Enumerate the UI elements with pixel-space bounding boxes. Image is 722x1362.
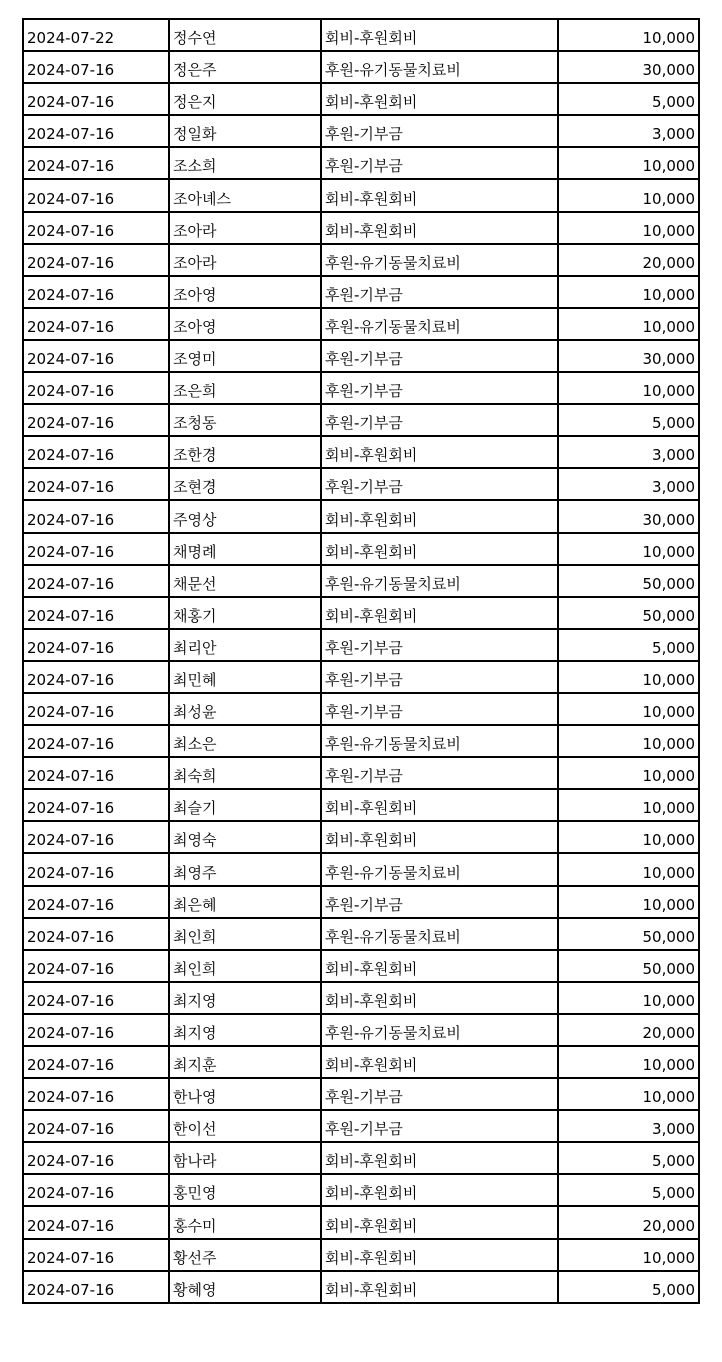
- table-row: [23, 789, 699, 821]
- amount-cell: 5,000: [558, 83, 699, 115]
- category-cell: 회비-후원회비: [321, 533, 558, 565]
- name-cell: 정은지: [169, 83, 321, 115]
- date-cell: 2024-07-16: [23, 950, 169, 982]
- amount-cell: 5,000: [558, 404, 699, 436]
- date-cell: 2024-07-16: [23, 115, 169, 147]
- name-cell: 조아영: [169, 276, 321, 308]
- amount-cell: 30,000: [558, 340, 699, 372]
- category-cell: 후원-기부금: [321, 661, 558, 693]
- table-row: [23, 1206, 699, 1238]
- amount-cell: 10,000: [558, 276, 699, 308]
- amount-cell: 10,000: [558, 179, 699, 211]
- amount-cell: 5,000: [558, 1271, 699, 1303]
- name-cell: 조청동: [169, 404, 321, 436]
- amount-cell: 10,000: [558, 982, 699, 1014]
- category-cell: 후원-유기동물치료비: [321, 725, 558, 757]
- date-cell: 2024-07-16: [23, 918, 169, 950]
- date-cell: 2024-07-16: [23, 179, 169, 211]
- table-row: [23, 51, 699, 83]
- amount-cell: 10,000: [558, 19, 699, 51]
- amount-cell: 10,000: [558, 1239, 699, 1271]
- amount-cell: 10,000: [558, 1046, 699, 1078]
- name-cell: 조아영: [169, 308, 321, 340]
- table-row: [23, 661, 699, 693]
- amount-cell: 3,000: [558, 115, 699, 147]
- category-cell: 후원-기부금: [321, 340, 558, 372]
- category-cell: 후원-기부금: [321, 372, 558, 404]
- amount-cell: 10,000: [558, 1078, 699, 1110]
- name-cell: 최지영: [169, 982, 321, 1014]
- date-cell: 2024-07-16: [23, 853, 169, 885]
- donation-table: [22, 18, 700, 1304]
- date-cell: 2024-07-16: [23, 789, 169, 821]
- category-cell: 후원-유기동물치료비: [321, 918, 558, 950]
- name-cell: 최인희: [169, 918, 321, 950]
- amount-cell: 20,000: [558, 244, 699, 276]
- name-cell: 홍민영: [169, 1174, 321, 1206]
- amount-cell: 3,000: [558, 1110, 699, 1142]
- table-row: [23, 629, 699, 661]
- category-cell: 후원-기부금: [321, 276, 558, 308]
- date-cell: 2024-07-16: [23, 1174, 169, 1206]
- name-cell: 한이선: [169, 1110, 321, 1142]
- amount-cell: 10,000: [558, 886, 699, 918]
- table-row: [23, 436, 699, 468]
- category-cell: 회비-후원회비: [321, 1174, 558, 1206]
- name-cell: 정일화: [169, 115, 321, 147]
- date-cell: 2024-07-16: [23, 565, 169, 597]
- category-cell: 후원-기부금: [321, 404, 558, 436]
- category-cell: 회비-후원회비: [321, 1046, 558, 1078]
- table-row: [23, 276, 699, 308]
- date-cell: 2024-07-16: [23, 147, 169, 179]
- category-cell: 후원-기부금: [321, 468, 558, 500]
- table-row: [23, 1014, 699, 1046]
- name-cell: 황혜영: [169, 1271, 321, 1303]
- date-cell: 2024-07-16: [23, 533, 169, 565]
- category-cell: 후원-기부금: [321, 757, 558, 789]
- name-cell: 함나라: [169, 1142, 321, 1174]
- category-cell: 후원-유기동물치료비: [321, 853, 558, 885]
- amount-cell: 10,000: [558, 533, 699, 565]
- date-cell: 2024-07-16: [23, 597, 169, 629]
- category-cell: 후원-유기동물치료비: [321, 565, 558, 597]
- table-row: [23, 308, 699, 340]
- date-cell: 2024-07-16: [23, 1014, 169, 1046]
- category-cell: 후원-기부금: [321, 629, 558, 661]
- category-cell: 회비-후원회비: [321, 179, 558, 211]
- name-cell: 조영미: [169, 340, 321, 372]
- name-cell: 조한경: [169, 436, 321, 468]
- name-cell: 최지영: [169, 1014, 321, 1046]
- amount-cell: 10,000: [558, 821, 699, 853]
- category-cell: 회비-후원회비: [321, 19, 558, 51]
- amount-cell: 10,000: [558, 212, 699, 244]
- name-cell: 최영주: [169, 853, 321, 885]
- date-cell: 2024-07-16: [23, 404, 169, 436]
- name-cell: 최리안: [169, 629, 321, 661]
- amount-cell: 20,000: [558, 1014, 699, 1046]
- table-row: [23, 1271, 699, 1303]
- table-row: [23, 372, 699, 404]
- table-row: [23, 500, 699, 532]
- name-cell: 주영상: [169, 500, 321, 532]
- amount-cell: 5,000: [558, 629, 699, 661]
- category-cell: 후원-기부금: [321, 886, 558, 918]
- name-cell: 홍수미: [169, 1206, 321, 1238]
- name-cell: 조아녜스: [169, 179, 321, 211]
- table-row: [23, 19, 699, 51]
- date-cell: 2024-07-16: [23, 372, 169, 404]
- date-cell: 2024-07-16: [23, 629, 169, 661]
- category-cell: 회비-후원회비: [321, 212, 558, 244]
- table-row: [23, 533, 699, 565]
- table-row: [23, 725, 699, 757]
- category-cell: 후원-기부금: [321, 147, 558, 179]
- category-cell: 회비-후원회비: [321, 789, 558, 821]
- amount-cell: 50,000: [558, 918, 699, 950]
- name-cell: 정은주: [169, 51, 321, 83]
- amount-cell: 10,000: [558, 661, 699, 693]
- category-cell: 후원-기부금: [321, 1110, 558, 1142]
- category-cell: 후원-기부금: [321, 115, 558, 147]
- name-cell: 조아라: [169, 212, 321, 244]
- date-cell: 2024-07-16: [23, 83, 169, 115]
- date-cell: 2024-07-16: [23, 1206, 169, 1238]
- amount-cell: 30,000: [558, 500, 699, 532]
- table-row: [23, 1174, 699, 1206]
- amount-cell: 5,000: [558, 1174, 699, 1206]
- table-row: [23, 340, 699, 372]
- category-cell: 후원-유기동물치료비: [321, 51, 558, 83]
- amount-cell: 30,000: [558, 51, 699, 83]
- amount-cell: 5,000: [558, 1142, 699, 1174]
- category-cell: 후원-유기동물치료비: [321, 244, 558, 276]
- category-cell: 회비-후원회비: [321, 500, 558, 532]
- date-cell: 2024-07-16: [23, 436, 169, 468]
- table-row: [23, 83, 699, 115]
- amount-cell: 50,000: [558, 597, 699, 629]
- amount-cell: 10,000: [558, 693, 699, 725]
- table-row: [23, 853, 699, 885]
- name-cell: 조현경: [169, 468, 321, 500]
- category-cell: 후원-기부금: [321, 1078, 558, 1110]
- category-cell: 후원-기부금: [321, 693, 558, 725]
- category-cell: 회비-후원회비: [321, 1206, 558, 1238]
- category-cell: 후원-유기동물치료비: [321, 1014, 558, 1046]
- date-cell: 2024-07-16: [23, 244, 169, 276]
- table-row: [23, 1046, 699, 1078]
- name-cell: 최성윤: [169, 693, 321, 725]
- name-cell: 최은혜: [169, 886, 321, 918]
- donation-table-body: [23, 19, 699, 1303]
- date-cell: 2024-07-16: [23, 468, 169, 500]
- name-cell: 최숙희: [169, 757, 321, 789]
- amount-cell: 10,000: [558, 757, 699, 789]
- name-cell: 한나영: [169, 1078, 321, 1110]
- date-cell: 2024-07-16: [23, 340, 169, 372]
- date-cell: 2024-07-16: [23, 693, 169, 725]
- amount-cell: 3,000: [558, 468, 699, 500]
- table-row: [23, 950, 699, 982]
- date-cell: 2024-07-16: [23, 757, 169, 789]
- category-cell: 회비-후원회비: [321, 83, 558, 115]
- name-cell: 최인희: [169, 950, 321, 982]
- name-cell: 채명례: [169, 533, 321, 565]
- amount-cell: 50,000: [558, 565, 699, 597]
- date-cell: 2024-07-16: [23, 1142, 169, 1174]
- date-cell: 2024-07-16: [23, 212, 169, 244]
- amount-cell: 20,000: [558, 1206, 699, 1238]
- table-row: [23, 757, 699, 789]
- amount-cell: 10,000: [558, 147, 699, 179]
- table-row: [23, 1239, 699, 1271]
- name-cell: 최민혜: [169, 661, 321, 693]
- name-cell: 채홍기: [169, 597, 321, 629]
- table-row: [23, 212, 699, 244]
- category-cell: 회비-후원회비: [321, 1142, 558, 1174]
- date-cell: 2024-07-16: [23, 500, 169, 532]
- category-cell: 회비-후원회비: [321, 1271, 558, 1303]
- table-row: [23, 115, 699, 147]
- amount-cell: 3,000: [558, 436, 699, 468]
- date-cell: 2024-07-16: [23, 725, 169, 757]
- table-row: [23, 918, 699, 950]
- name-cell: 정수연: [169, 19, 321, 51]
- amount-cell: 10,000: [558, 789, 699, 821]
- table-row: [23, 982, 699, 1014]
- amount-cell: 10,000: [558, 725, 699, 757]
- date-cell: 2024-07-22: [23, 19, 169, 51]
- name-cell: 최지훈: [169, 1046, 321, 1078]
- table-row: [23, 1078, 699, 1110]
- name-cell: 채문선: [169, 565, 321, 597]
- date-cell: 2024-07-16: [23, 276, 169, 308]
- table-row: [23, 1110, 699, 1142]
- date-cell: 2024-07-16: [23, 821, 169, 853]
- table-row: [23, 693, 699, 725]
- name-cell: 최슬기: [169, 789, 321, 821]
- table-row: [23, 886, 699, 918]
- category-cell: 회비-후원회비: [321, 821, 558, 853]
- category-cell: 회비-후원회비: [321, 436, 558, 468]
- amount-cell: 10,000: [558, 372, 699, 404]
- date-cell: 2024-07-16: [23, 308, 169, 340]
- table-row: [23, 147, 699, 179]
- table-row: [23, 404, 699, 436]
- name-cell: 최소은: [169, 725, 321, 757]
- date-cell: 2024-07-16: [23, 1078, 169, 1110]
- date-cell: 2024-07-16: [23, 661, 169, 693]
- name-cell: 황선주: [169, 1239, 321, 1271]
- amount-cell: 10,000: [558, 853, 699, 885]
- table-row: [23, 1142, 699, 1174]
- date-cell: 2024-07-16: [23, 51, 169, 83]
- date-cell: 2024-07-16: [23, 1046, 169, 1078]
- name-cell: 조은희: [169, 372, 321, 404]
- name-cell: 최영숙: [169, 821, 321, 853]
- category-cell: 회비-후원회비: [321, 950, 558, 982]
- name-cell: 조소희: [169, 147, 321, 179]
- table-row: [23, 821, 699, 853]
- name-cell: 조아라: [169, 244, 321, 276]
- date-cell: 2024-07-16: [23, 982, 169, 1014]
- category-cell: 후원-유기동물치료비: [321, 308, 558, 340]
- category-cell: 회비-후원회비: [321, 982, 558, 1014]
- date-cell: 2024-07-16: [23, 1239, 169, 1271]
- table-row: [23, 244, 699, 276]
- table-row: [23, 565, 699, 597]
- category-cell: 회비-후원회비: [321, 1239, 558, 1271]
- table-row: [23, 468, 699, 500]
- amount-cell: 50,000: [558, 950, 699, 982]
- table-row: [23, 179, 699, 211]
- date-cell: 2024-07-16: [23, 1271, 169, 1303]
- date-cell: 2024-07-16: [23, 1110, 169, 1142]
- date-cell: 2024-07-16: [23, 886, 169, 918]
- table-row: [23, 597, 699, 629]
- amount-cell: 10,000: [558, 308, 699, 340]
- category-cell: 회비-후원회비: [321, 597, 558, 629]
